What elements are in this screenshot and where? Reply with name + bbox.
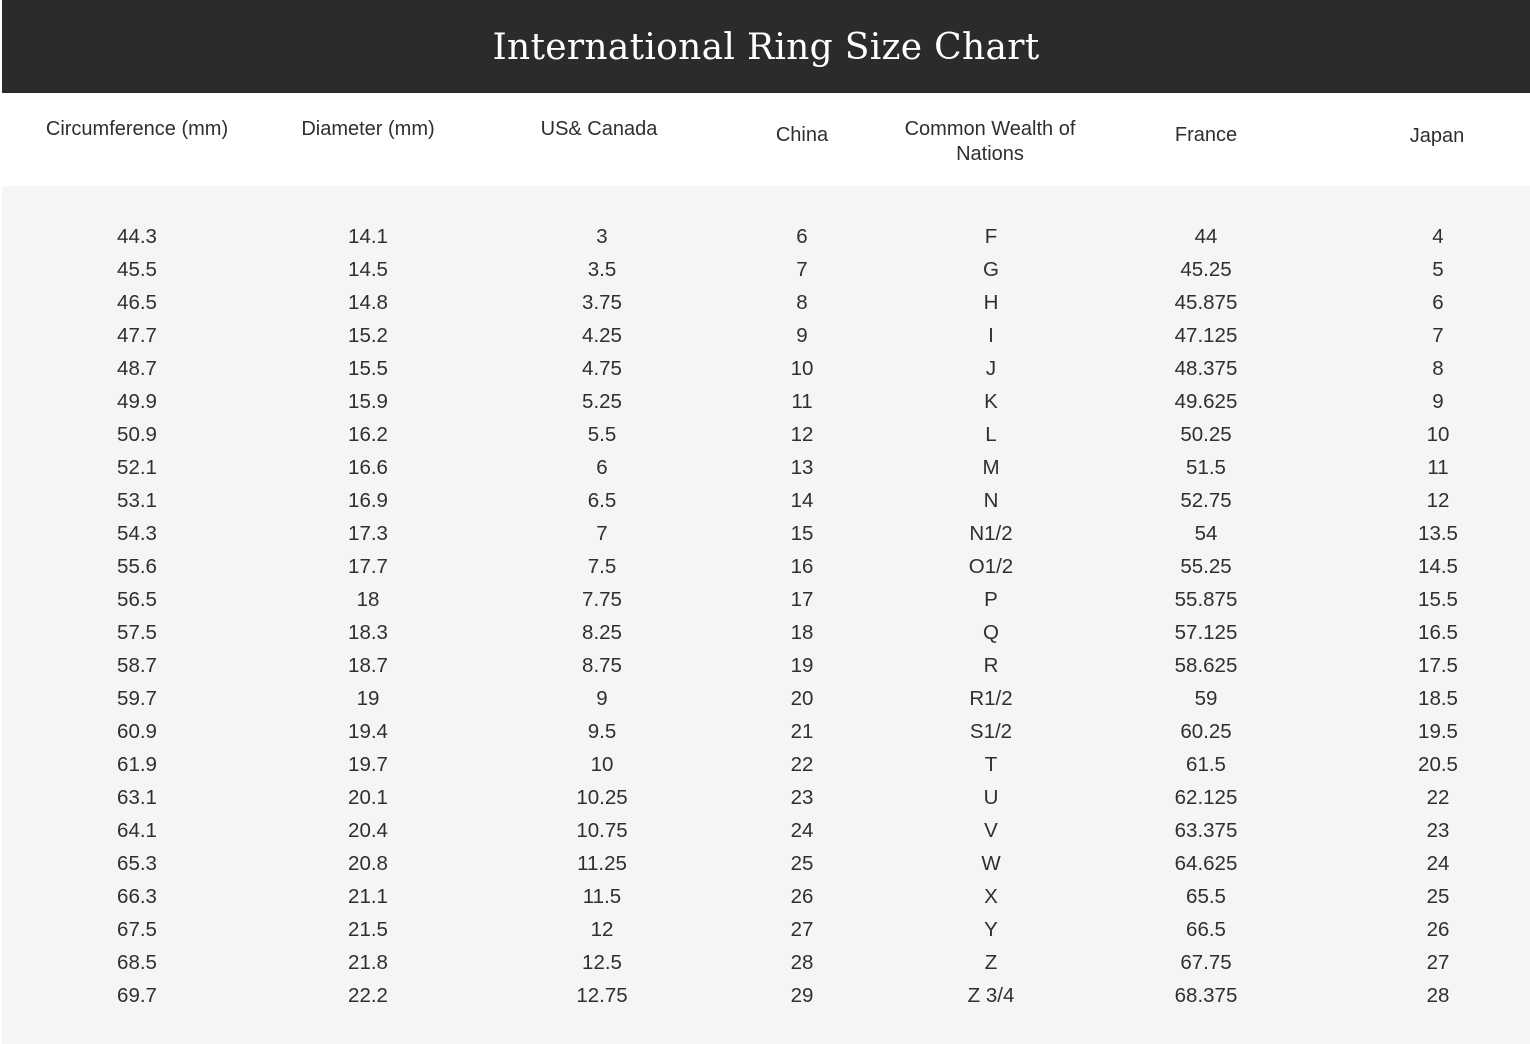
cell-france: 52.75 <box>1180 489 1232 512</box>
cell-circumference: 65.3 <box>117 852 157 875</box>
cell-commonwealth: L <box>985 423 997 446</box>
header-france: France <box>1174 124 1238 146</box>
cell-circumference: 64.1 <box>117 819 157 842</box>
table-row <box>2 847 1530 880</box>
cell-china: 24 <box>790 819 814 842</box>
cell-commonwealth: X <box>984 885 998 908</box>
cell-circumference: 58.7 <box>117 654 157 677</box>
cell-france: 62.125 <box>1174 786 1238 809</box>
table-row <box>2 781 1530 814</box>
cell-us-canada: 6 <box>596 456 608 479</box>
cell-circumference: 60.9 <box>117 720 157 743</box>
cell-us-canada: 3 <box>596 225 608 248</box>
table-row <box>2 220 1530 253</box>
cell-japan: 4 <box>1432 225 1444 248</box>
cell-commonwealth: N <box>983 489 999 512</box>
cell-commonwealth: J <box>985 357 997 380</box>
cell-us-canada: 10.25 <box>576 786 628 809</box>
page-title: International Ring Size Chart <box>492 27 1040 68</box>
cell-japan: 12 <box>1426 489 1450 512</box>
cell-diameter: 19.4 <box>348 720 388 743</box>
cell-france: 54 <box>1194 522 1218 545</box>
table-row <box>2 352 1530 385</box>
cell-japan: 10 <box>1426 423 1450 446</box>
cell-china: 7 <box>796 258 808 281</box>
cell-china: 21 <box>790 720 814 743</box>
cell-diameter: 20.8 <box>348 852 388 875</box>
cell-diameter: 16.9 <box>348 489 388 512</box>
table-row <box>2 517 1530 550</box>
cell-china: 10 <box>790 357 814 380</box>
cell-diameter: 15.5 <box>348 357 388 380</box>
cell-us-canada: 9.5 <box>587 720 617 743</box>
cell-diameter: 17.7 <box>348 555 388 578</box>
table-row <box>2 913 1530 946</box>
cell-circumference: 46.5 <box>117 291 157 314</box>
table-row <box>2 682 1530 715</box>
cell-circumference: 47.7 <box>117 324 157 347</box>
cell-commonwealth: O1/2 <box>968 555 1014 578</box>
cell-diameter: 14.1 <box>348 225 388 248</box>
cell-japan: 7 <box>1432 324 1444 347</box>
cell-japan: 9 <box>1432 390 1444 413</box>
cell-circumference: 59.7 <box>117 687 157 710</box>
cell-japan: 17.5 <box>1418 654 1458 677</box>
table-header <box>2 93 1530 186</box>
cell-china: 17 <box>790 588 814 611</box>
cell-diameter: 18 <box>356 588 380 611</box>
cell-japan: 18.5 <box>1418 687 1458 710</box>
cell-france: 45.875 <box>1174 291 1238 314</box>
cell-commonwealth: M <box>982 456 1000 479</box>
cell-circumference: 49.9 <box>117 390 157 413</box>
cell-us-canada: 12.75 <box>576 984 628 1007</box>
table-row <box>2 715 1530 748</box>
cell-france: 44 <box>1194 225 1218 248</box>
cell-circumference: 56.5 <box>117 588 157 611</box>
cell-diameter: 16.2 <box>348 423 388 446</box>
cell-commonwealth: Z <box>984 951 998 974</box>
cell-us-canada: 3.5 <box>587 258 617 281</box>
cell-china: 12 <box>790 423 814 446</box>
cell-france: 49.625 <box>1174 390 1238 413</box>
cell-japan: 22 <box>1426 786 1450 809</box>
cell-france: 57.125 <box>1174 621 1238 644</box>
cell-us-canada: 6.5 <box>587 489 617 512</box>
cell-france: 68.375 <box>1174 984 1238 1007</box>
table-row <box>2 748 1530 781</box>
table-row <box>2 616 1530 649</box>
cell-commonwealth: T <box>984 753 998 776</box>
cell-china: 18 <box>790 621 814 644</box>
cell-japan: 13.5 <box>1418 522 1458 545</box>
cell-circumference: 54.3 <box>117 522 157 545</box>
cell-commonwealth: F <box>984 225 998 248</box>
cell-france: 50.25 <box>1180 423 1232 446</box>
table-row <box>2 418 1530 451</box>
cell-japan: 11 <box>1427 456 1449 479</box>
table-row <box>2 484 1530 517</box>
cell-diameter: 16.6 <box>348 456 388 479</box>
cell-france: 64.625 <box>1174 852 1238 875</box>
cell-japan: 16.5 <box>1418 621 1458 644</box>
cell-china: 19 <box>790 654 814 677</box>
cell-us-canada: 10.75 <box>576 819 628 842</box>
cell-france: 66.5 <box>1186 918 1226 941</box>
cell-us-canada: 7 <box>596 522 608 545</box>
cell-japan: 8 <box>1432 357 1444 380</box>
cell-diameter: 19.7 <box>348 753 388 776</box>
header-diameter: Diameter (mm) <box>301 118 435 140</box>
table-row <box>2 583 1530 616</box>
cell-france: 60.25 <box>1180 720 1232 743</box>
cell-diameter: 14.8 <box>348 291 388 314</box>
table-row <box>2 880 1530 913</box>
cell-circumference: 44.3 <box>117 225 157 248</box>
table-row <box>2 451 1530 484</box>
cell-china: 23 <box>790 786 814 809</box>
cell-us-canada: 5.25 <box>582 390 622 413</box>
cell-china: 14 <box>790 489 814 512</box>
cell-diameter: 14.5 <box>348 258 388 281</box>
cell-circumference: 53.1 <box>117 489 157 512</box>
cell-china: 27 <box>790 918 814 941</box>
cell-circumference: 67.5 <box>117 918 157 941</box>
header-japan: Japan <box>1409 125 1465 147</box>
cell-us-canada: 4.25 <box>582 324 622 347</box>
cell-china: 11 <box>791 390 813 413</box>
cell-commonwealth: S1/2 <box>969 720 1013 743</box>
table-row <box>2 253 1530 286</box>
cell-china: 13 <box>790 456 814 479</box>
cell-japan: 24 <box>1426 852 1450 875</box>
cell-japan: 15.5 <box>1418 588 1458 611</box>
cell-us-canada: 11.25 <box>577 852 627 875</box>
cell-china: 26 <box>790 885 814 908</box>
cell-diameter: 22.2 <box>348 984 388 1007</box>
cell-commonwealth: R <box>983 654 999 677</box>
title-bar <box>2 0 1530 93</box>
cell-diameter: 21.8 <box>348 951 388 974</box>
cell-commonwealth: I <box>988 324 994 347</box>
cell-china: 20 <box>790 687 814 710</box>
cell-japan: 19.5 <box>1418 720 1458 743</box>
cell-circumference: 61.9 <box>117 753 157 776</box>
cell-diameter: 17.3 <box>348 522 388 545</box>
cell-france: 55.875 <box>1174 588 1238 611</box>
cell-commonwealth: N1/2 <box>969 522 1013 545</box>
cell-japan: 26 <box>1426 918 1450 941</box>
cell-circumference: 68.5 <box>117 951 157 974</box>
cell-circumference: 52.1 <box>117 456 157 479</box>
cell-france: 61.5 <box>1186 753 1226 776</box>
cell-commonwealth: G <box>983 258 999 281</box>
cell-us-canada: 8.75 <box>582 654 622 677</box>
cell-france: 63.375 <box>1174 819 1238 842</box>
header-china: China <box>775 124 829 146</box>
cell-diameter: 21.5 <box>348 918 388 941</box>
cell-us-canada: 4.75 <box>582 357 622 380</box>
table-row <box>2 814 1530 847</box>
cell-china: 16 <box>790 555 814 578</box>
cell-france: 55.25 <box>1180 555 1232 578</box>
table-row <box>2 385 1530 418</box>
cell-japan: 28 <box>1426 984 1450 1007</box>
cell-diameter: 20.4 <box>348 819 388 842</box>
cell-diameter: 20.1 <box>348 786 388 809</box>
cell-us-canada: 3.75 <box>582 291 622 314</box>
table-row <box>2 649 1530 682</box>
cell-japan: 5 <box>1432 258 1444 281</box>
table-row <box>2 319 1530 352</box>
cell-diameter: 15.9 <box>348 390 388 413</box>
cell-commonwealth: K <box>984 390 998 413</box>
cell-france: 45.25 <box>1180 258 1232 281</box>
cell-us-canada: 9 <box>596 687 608 710</box>
header-commonwealth: Common Wealth of Nations <box>904 118 1076 165</box>
cell-us-canada: 7.5 <box>587 555 617 578</box>
cell-circumference: 55.6 <box>117 555 157 578</box>
cell-circumference: 45.5 <box>117 258 157 281</box>
cell-japan: 25 <box>1426 885 1450 908</box>
cell-japan: 20.5 <box>1418 753 1458 776</box>
cell-china: 28 <box>790 951 814 974</box>
cell-france: 47.125 <box>1174 324 1238 347</box>
cell-us-canada: 12.5 <box>582 951 622 974</box>
cell-china: 22 <box>790 753 814 776</box>
cell-commonwealth: V <box>984 819 998 842</box>
cell-commonwealth: U <box>983 786 999 809</box>
cell-france: 51.5 <box>1186 456 1226 479</box>
header-us-canada: US& Canada <box>540 118 658 140</box>
cell-diameter: 18.7 <box>348 654 388 677</box>
cell-france: 59 <box>1194 687 1218 710</box>
cell-us-canada: 10 <box>590 753 614 776</box>
cell-diameter: 18.3 <box>348 621 388 644</box>
cell-china: 6 <box>796 225 808 248</box>
cell-us-canada: 12 <box>590 918 614 941</box>
cell-diameter: 15.2 <box>348 324 388 347</box>
cell-us-canada: 11.5 <box>582 885 622 908</box>
cell-france: 67.75 <box>1180 951 1232 974</box>
cell-commonwealth: W <box>981 852 1001 875</box>
cell-commonwealth: P <box>984 588 998 611</box>
cell-commonwealth: Y <box>984 918 998 941</box>
cell-japan: 14.5 <box>1418 555 1458 578</box>
cell-japan: 23 <box>1426 819 1450 842</box>
cell-china: 9 <box>796 324 808 347</box>
cell-circumference: 48.7 <box>117 357 157 380</box>
cell-china: 29 <box>790 984 814 1007</box>
cell-circumference: 63.1 <box>117 786 157 809</box>
ring-size-chart <box>2 0 1530 1044</box>
cell-france: 58.625 <box>1174 654 1238 677</box>
cell-us-canada: 8.25 <box>582 621 622 644</box>
table-body <box>2 220 1530 1012</box>
table-row <box>2 946 1530 979</box>
cell-japan: 6 <box>1432 291 1444 314</box>
cell-circumference: 69.7 <box>117 984 157 1007</box>
cell-diameter: 19 <box>356 687 380 710</box>
cell-france: 65.5 <box>1186 885 1226 908</box>
header-circumference: Circumference (mm) <box>45 118 229 140</box>
cell-commonwealth: R1/2 <box>969 687 1013 710</box>
cell-china: 15 <box>790 522 814 545</box>
table-row <box>2 979 1530 1012</box>
cell-japan: 27 <box>1426 951 1450 974</box>
table-row <box>2 286 1530 319</box>
cell-china: 25 <box>790 852 814 875</box>
table-row <box>2 550 1530 583</box>
cell-diameter: 21.1 <box>348 885 388 908</box>
cell-circumference: 66.3 <box>117 885 157 908</box>
cell-commonwealth: Z 3/4 <box>967 984 1015 1007</box>
cell-circumference: 57.5 <box>117 621 157 644</box>
cell-us-canada: 7.75 <box>582 588 622 611</box>
cell-china: 8 <box>796 291 808 314</box>
cell-us-canada: 5.5 <box>587 423 617 446</box>
cell-commonwealth: Q <box>983 621 999 644</box>
cell-circumference: 50.9 <box>117 423 157 446</box>
cell-commonwealth: H <box>983 291 999 314</box>
cell-france: 48.375 <box>1174 357 1238 380</box>
